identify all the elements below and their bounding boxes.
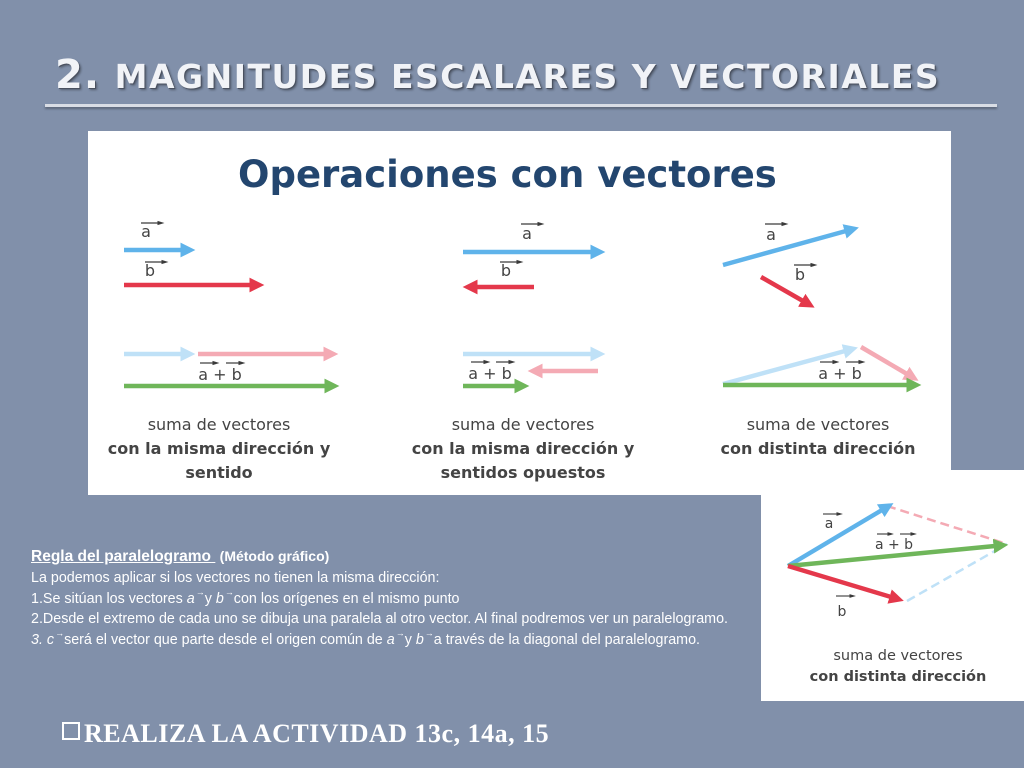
- figure-heading: Operaciones con vectores: [238, 153, 777, 196]
- caption-line1: suma de vectores: [147, 415, 291, 434]
- caption-line2: con la misma dirección y: [107, 439, 331, 458]
- vector-a-symbol: a →: [187, 589, 201, 610]
- vector-c-symbol: c →: [47, 630, 60, 651]
- vector-b-label: b: [500, 261, 512, 280]
- step3-and: y: [404, 632, 412, 649]
- rule-step-3: [31, 630, 746, 651]
- vector-b-symbol: b →: [416, 630, 430, 651]
- checkbox-bullet-icon: [62, 722, 80, 740]
- activity-task: [62, 719, 549, 749]
- caption-line3: sentidos opuestos: [440, 463, 606, 482]
- caption-line3: sentido: [185, 463, 253, 482]
- vector-b-label: b: [837, 604, 847, 620]
- parallelogram-svg: [761, 470, 1024, 701]
- step1-and: y: [204, 590, 212, 607]
- step3-suffix: a través de la diagonal del paralelogramo.: [433, 632, 701, 649]
- column-same-direction: [108, 222, 331, 482]
- step1-suffix: con los orígenes en el mismo punto: [233, 590, 460, 607]
- vector-a-label: a: [141, 222, 151, 241]
- activity-task-label: REALIZA LA ACTIVIDAD 13c, 14a, 15: [84, 719, 550, 748]
- caption-line2: con distinta dirección: [720, 439, 916, 458]
- rule-heading-title: Regla del paralelogramo: [31, 548, 212, 565]
- vector-operations-svg: [88, 131, 951, 495]
- parallelogram-rule-text: [31, 546, 746, 651]
- column-opposite-senses: [412, 224, 635, 482]
- vector-a-label: a: [824, 516, 834, 532]
- vector-b-label: b: [794, 265, 806, 284]
- rule-heading: [31, 546, 746, 568]
- rule-step-1: [31, 589, 746, 610]
- step1-prefix: 1.Se sitúan los vectores: [31, 590, 183, 607]
- step3-mid: será el vector que parte desde el origen común de: [64, 632, 383, 649]
- vector-a-arrow: [723, 231, 846, 265]
- slide-title: [55, 52, 1000, 98]
- vector-a-label: a: [522, 224, 532, 243]
- side-caption-line2: con distinta dirección: [809, 669, 987, 685]
- slide-title-text: MAGNITUDES ESCALARES Y VECTORIALES: [114, 57, 941, 96]
- vector-b-arrow: [788, 566, 891, 597]
- vector-sum-label: a + b: [198, 365, 242, 384]
- rule-step-2: 2.Desde el extremo de cada uno se dibuja una paralela al otro vector. Al final podremos ver un paralelogramo.: [31, 611, 728, 628]
- slide-title-number: 2.: [55, 52, 101, 98]
- step3-prefix: 3.: [31, 632, 43, 649]
- vector-sum-label: a + b: [818, 364, 862, 383]
- caption-line2: con la misma dirección y: [411, 439, 635, 458]
- title-underline: [45, 104, 997, 107]
- vector-operations-figure: [88, 131, 951, 495]
- rule-intro: La podemos aplicar si los vectores no tienen la misma dirección:: [31, 569, 440, 586]
- vector-a-label: a: [766, 225, 776, 244]
- side-caption-line1: suma de vectores: [833, 648, 963, 664]
- parallelogram-figure: [761, 470, 1024, 701]
- column-different-directions: [721, 224, 916, 458]
- vector-b-symbol: b →: [216, 589, 230, 610]
- caption-line1: suma de vectores: [451, 415, 595, 434]
- vector-sum-label: a + b: [874, 537, 914, 553]
- vector-a-symbol: a →: [387, 630, 401, 651]
- caption-line1: suma de vectores: [746, 415, 890, 434]
- rule-heading-sub: (Método gráfico): [219, 548, 330, 564]
- vector-b-ghost: [861, 347, 907, 374]
- vector-b-label: b: [144, 261, 156, 280]
- vector-sum-label: a + b: [468, 364, 512, 383]
